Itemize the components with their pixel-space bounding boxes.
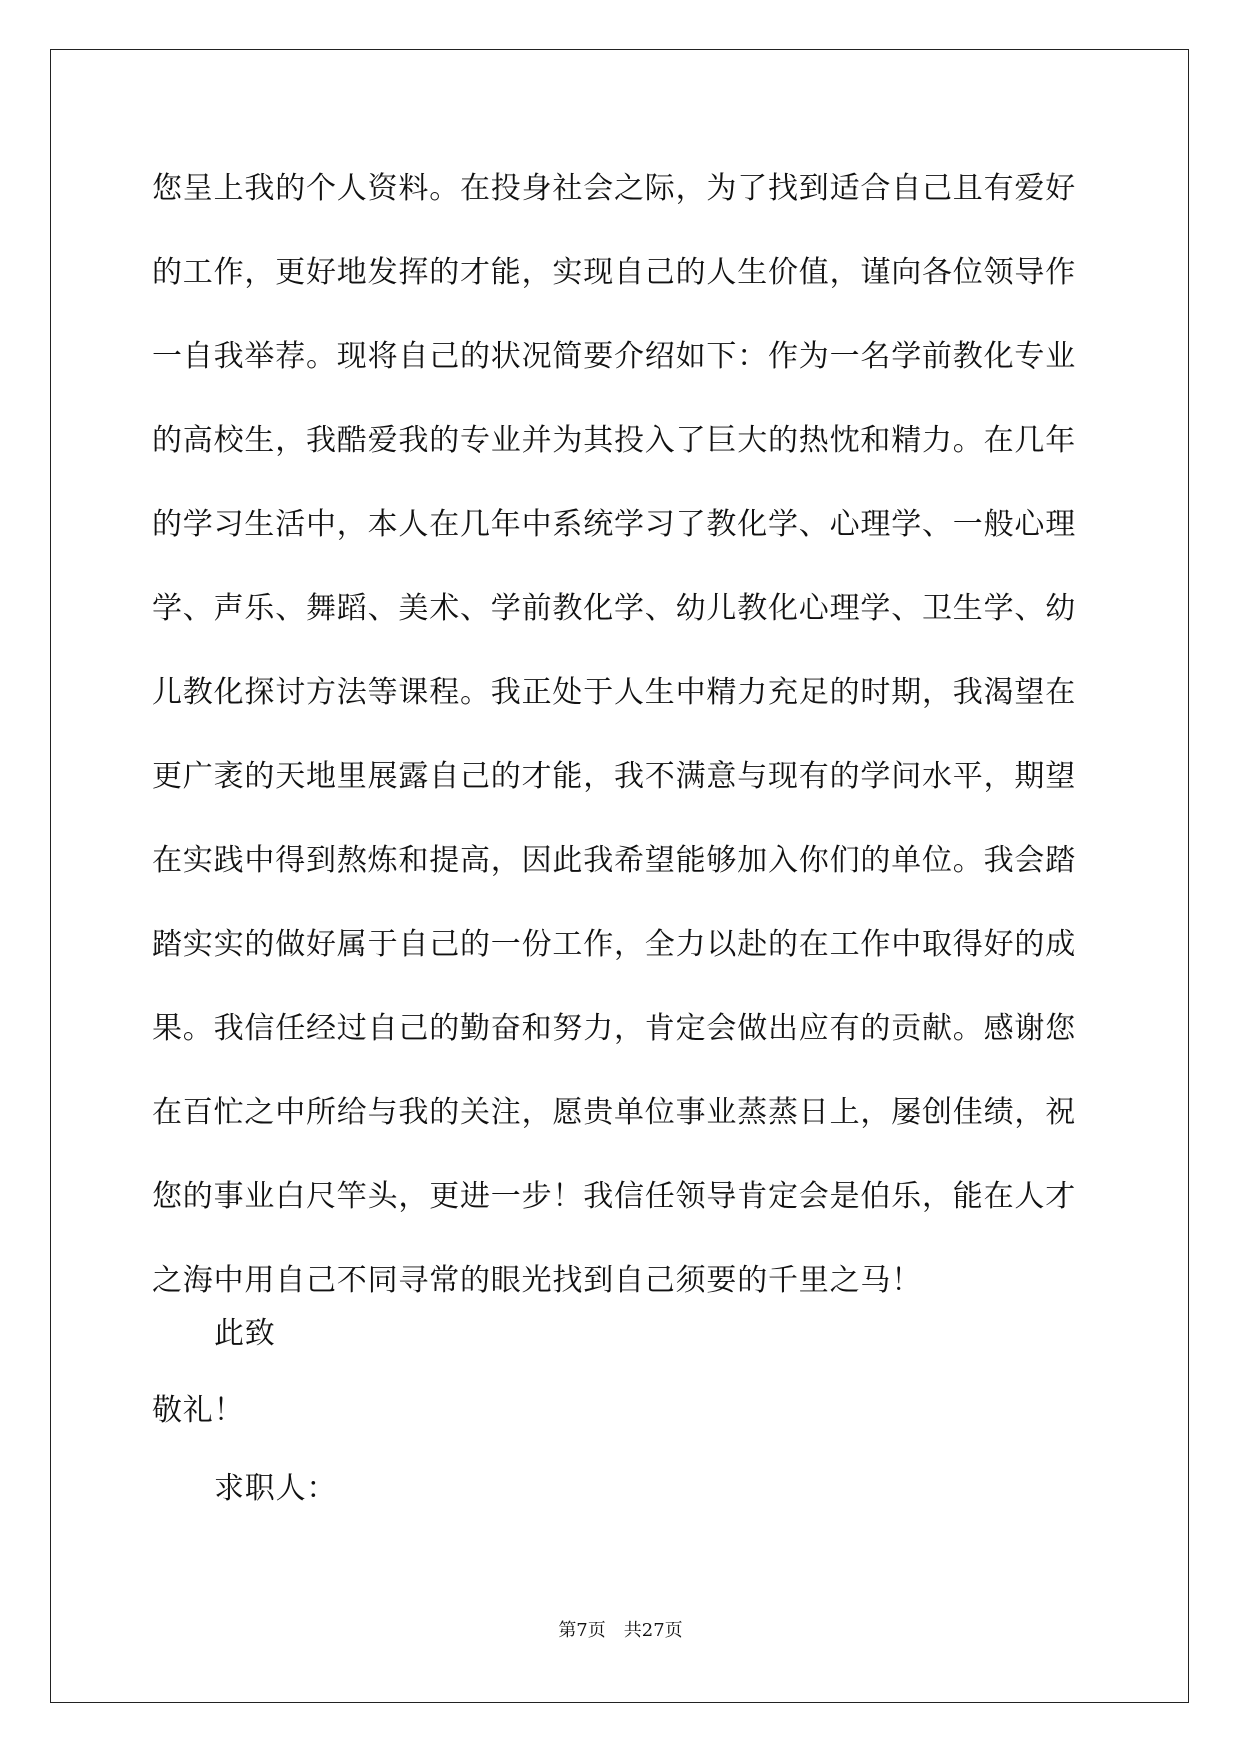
closing-salutation: 此致 — [214, 1316, 276, 1351]
body-line: 一自我举荐。现将自己的状况简要介绍如下：作为一名学前教化专业 — [152, 339, 1076, 374]
body-line: 您呈上我的个人资料。在投身社会之际，为了找到适合自己且有爱好 — [152, 171, 1076, 206]
body-line: 踏实实的做好属于自己的一份工作，全力以赴的在工作中取得好的成 — [152, 927, 1076, 962]
body-line: 在实践中得到熬炼和提高，因此我希望能够加入你们的单位。我会踏 — [152, 843, 1076, 878]
page-footer — [0, 1619, 1241, 1643]
body-line: 在百忙之中所给与我的关注，愿贵单位事业蒸蒸日上，屡创佳绩，祝 — [152, 1095, 1076, 1130]
body-line: 儿教化探讨方法等课程。我正处于人生中精力充足的时期，我渴望在 — [152, 675, 1076, 710]
body-line: 更广袤的天地里展露自己的才能，我不满意与现有的学问水平，期望 — [152, 759, 1076, 794]
body-line: 的高校生，我酷爱我的专业并为其投入了巨大的热忱和精力。在几年 — [152, 423, 1076, 458]
page-number-label: 第7页 共27页 — [558, 1620, 683, 1641]
body-line: 学、声乐、舞蹈、美术、学前教化学、幼儿教化心理学、卫生学、幼 — [152, 591, 1076, 626]
body-line: 您的事业白尺竿头，更进一步！我信任领导肯定会是伯乐，能在人才 — [152, 1179, 1076, 1214]
body-line: 之海中用自己不同寻常的眼光找到自己须要的千里之马！ — [152, 1263, 922, 1298]
letter-body — [152, 168, 1092, 1344]
applicant-signature-label: 求职人： — [214, 1471, 338, 1506]
closing-regards: 敬礼！ — [152, 1393, 245, 1428]
body-line: 果。我信任经过自己的勤奋和努力，肯定会做出应有的贡献。感谢您 — [152, 1011, 1076, 1046]
body-line: 的学习生活中，本人在几年中系统学习了教化学、心理学、一般心理 — [152, 507, 1076, 542]
body-line: 的工作，更好地发挥的才能，实现自己的人生价值，谨向各位领导作 — [152, 255, 1076, 290]
